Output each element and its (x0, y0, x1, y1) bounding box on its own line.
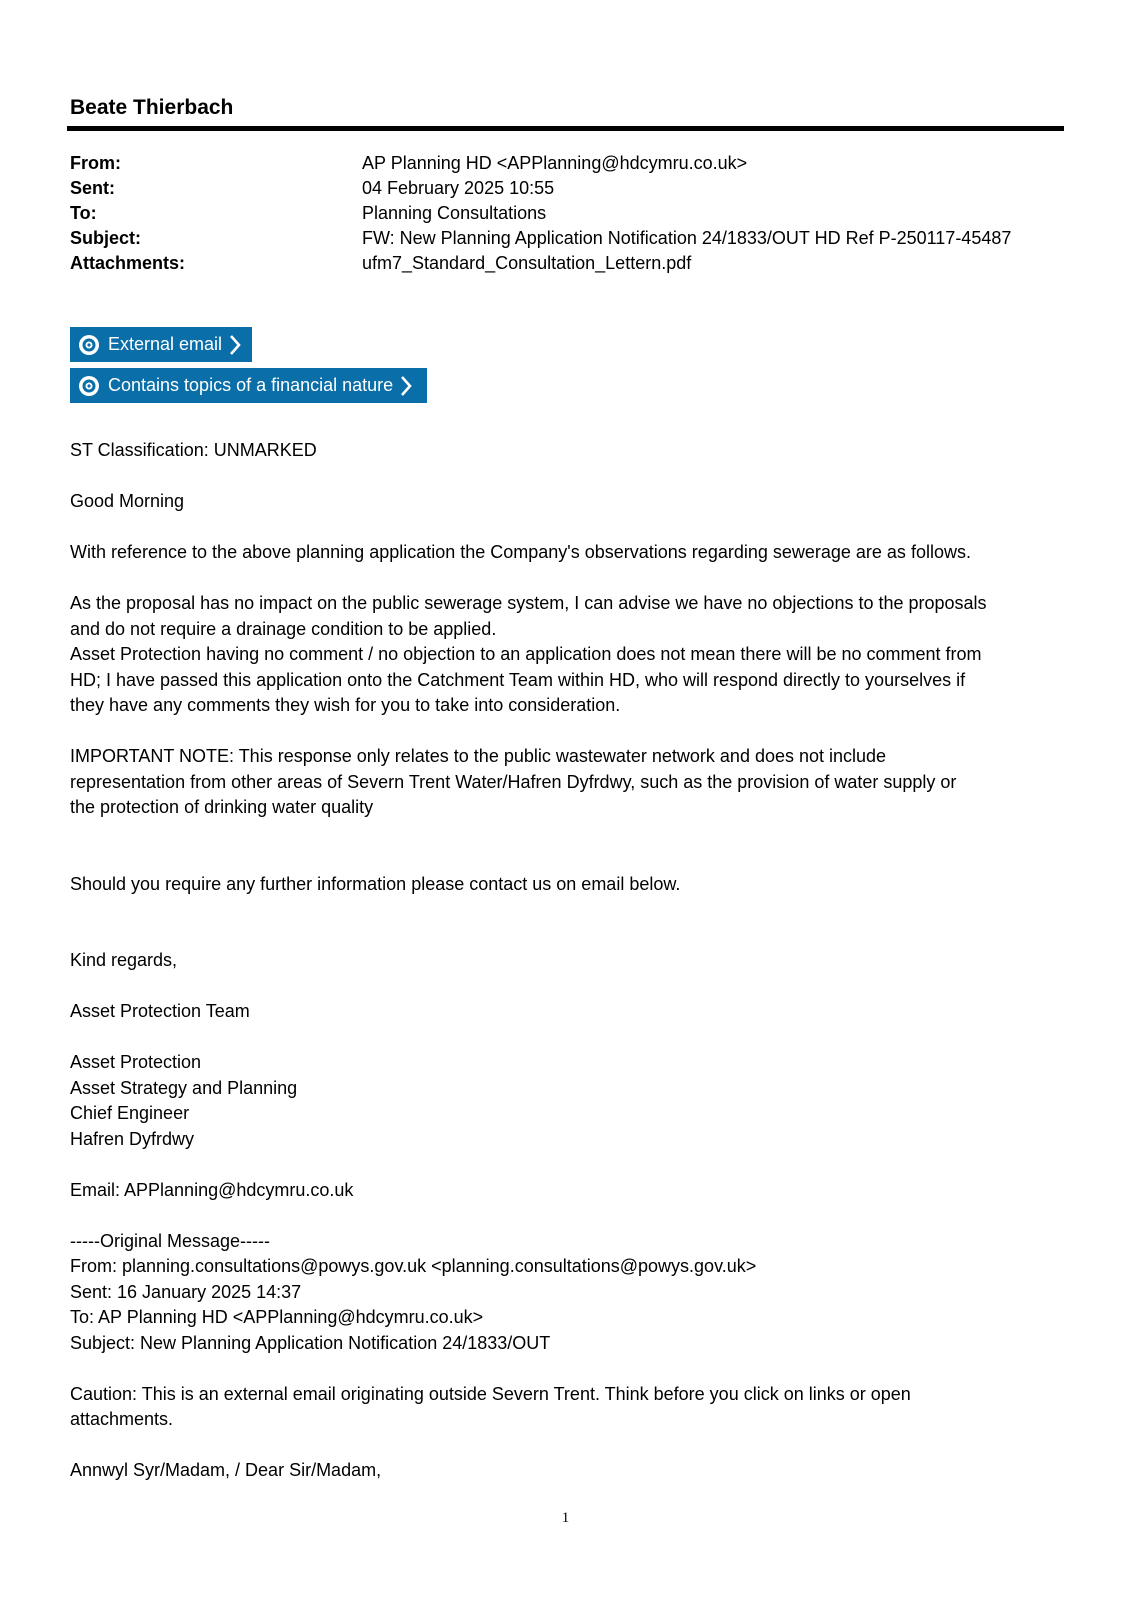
chevron-right-icon (399, 375, 413, 397)
original-subject: Subject: New Planning Application Notification 24/1833/OUT (70, 1332, 551, 1353)
caution-line: attachments. (70, 1409, 174, 1429)
signature-line: Hafren Dyfrdwy (70, 1128, 195, 1149)
paragraph-line: Asset Protection having no comment / no objection to an application does not mean there will be no comment from (70, 644, 982, 664)
caution-line: Caution: This is an external email originating outside Severn Trent. Think before you click on links or open (70, 1383, 911, 1404)
original-to: To: AP Planning HD <APPlanning@hdcymru.co.uk> (70, 1307, 484, 1327)
header-value: FW: New Planning Application Notification 24/1833/OUT HD Ref P-250117-45487 (362, 228, 1012, 248)
header-from (70, 151, 1011, 176)
email-body (70, 438, 1065, 1484)
important-note-line: IMPORTANT NOTE: This response only relates to the public wastewater network and does not include (70, 746, 887, 766)
shield-eye-icon (78, 334, 100, 356)
paragraph-line: HD; I have passed this application onto the Catchment Team within HD, who will respond directly to yourselves if (70, 669, 966, 690)
paragraph-line: With reference to the above planning application the Company's observations regarding sewerage are as follows. (70, 542, 971, 562)
paragraph-line: As the proposal has no impact on the public sewerage system, I can advise we have no objections to the proposals (70, 593, 987, 613)
signature-line: Asset Protection (70, 1052, 202, 1072)
page-number: 1 (561, 1510, 570, 1526)
sign-off: Kind regards, (70, 950, 178, 970)
important-note-line: representation from other areas of Severn Trent Water/Hafren Dyfrdwy, such as the provision of water supply or (70, 771, 957, 792)
author-name: Beate Thierbach (70, 96, 234, 119)
header-label: Attachments: (70, 253, 186, 273)
chevron-right-icon (228, 334, 242, 356)
header-sent (70, 176, 1011, 201)
header-value: AP Planning HD <APPlanning@hdcymru.co.uk> (362, 153, 748, 173)
shield-eye-icon (78, 375, 100, 397)
email-headers (70, 151, 1011, 276)
badge-label: Contains topics of a financial nature (108, 375, 394, 395)
paragraph-line: Should you require any further information please contact us on email below. (70, 873, 681, 894)
original-sent: Sent: 16 January 2025 14:37 (70, 1281, 302, 1302)
paragraph-line: and do not require a drainage condition to be applied. (70, 618, 497, 639)
header-value: 04 February 2025 10:55 (362, 178, 555, 198)
header-label: From: (70, 153, 121, 173)
header-attachments (70, 251, 1011, 276)
original-message-divider: -----Original Message----- (70, 1230, 271, 1251)
classification-line: ST Classification: UNMARKED (70, 440, 317, 460)
signature-line: Asset Strategy and Planning (70, 1077, 298, 1098)
important-note-line: the protection of drinking water quality (70, 797, 374, 817)
header-label: Subject: (70, 228, 142, 248)
original-from: From: planning.consultations@powys.gov.uk <planning.consultations@powys.gov.uk> (70, 1256, 757, 1276)
signature-email: Email: APPlanning@hdcymru.co.uk (70, 1179, 354, 1200)
header-value: Planning Consultations (362, 203, 547, 223)
header-label: Sent: (70, 178, 115, 198)
header-rule (67, 126, 1064, 131)
external-email-badge[interactable] (70, 327, 252, 362)
signature-line: Chief Engineer (70, 1103, 190, 1123)
warning-badges (70, 327, 427, 403)
salutation: Annwyl Syr/Madam, / Dear Sir/Madam, (70, 1460, 382, 1480)
badge-label: External email (108, 334, 223, 354)
header-label: To: (70, 203, 97, 223)
header-to (70, 201, 1011, 226)
greeting: Good Morning (70, 491, 185, 511)
signature-team: Asset Protection Team (70, 1001, 250, 1021)
paragraph-line: they have any comments they wish for you to take into consideration. (70, 695, 621, 715)
header-subject (70, 226, 1011, 251)
financial-topic-badge[interactable] (70, 368, 427, 403)
attachment-link[interactable]: ufm7_Standard_Consultation_Lettern.pdf (362, 253, 692, 273)
